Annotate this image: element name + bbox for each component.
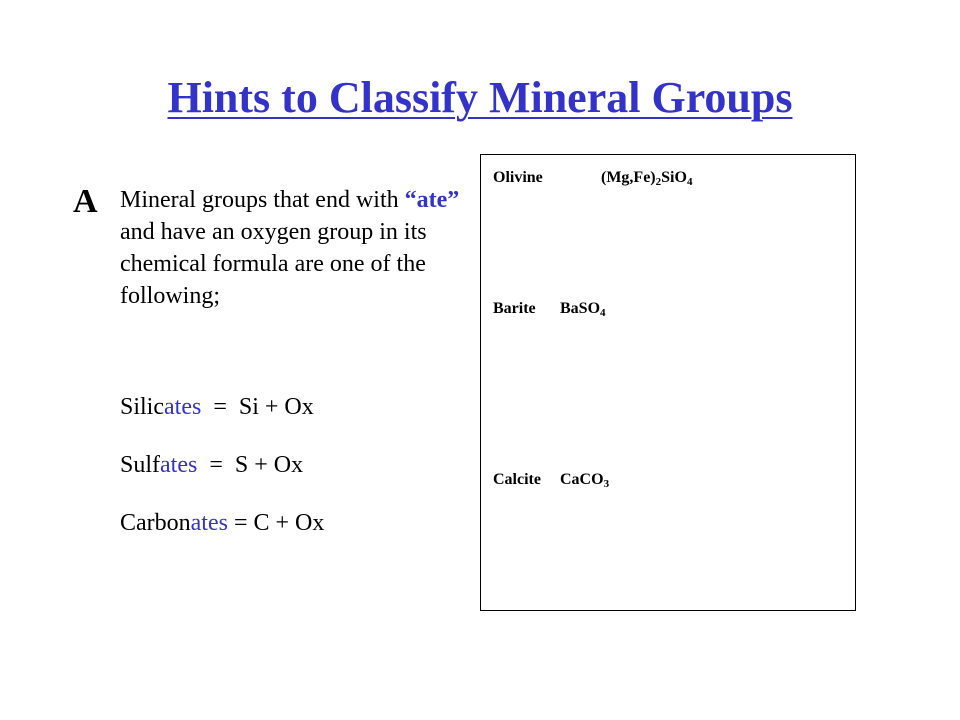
ate-highlight: “ate” bbox=[404, 187, 460, 213]
mineral-formula: CaCO$_3$ bbox=[560, 471, 610, 490]
intro-text-part1: Mineral groups that end with bbox=[120, 187, 405, 213]
carbonates-suffix: ates bbox=[190, 510, 228, 536]
mineral-examples-box bbox=[480, 154, 856, 611]
intro-paragraph bbox=[120, 184, 460, 312]
intro-text-part2: and have an oxygen group in its chemical formula are one of the following; bbox=[120, 219, 427, 309]
slide-title: Hints to Classify Mineral Groups bbox=[167, 73, 793, 122]
silicates-stem: Silic bbox=[120, 394, 165, 420]
silicates-suffix: ates bbox=[164, 394, 202, 420]
sulfates-rule bbox=[120, 449, 303, 481]
silicates-formula: = Si + Ox bbox=[201, 394, 314, 420]
silicates-rule bbox=[120, 391, 314, 423]
mineral-formula: $(Mg,Fe)_2SiO_4$ bbox=[601, 169, 693, 188]
carbonates-stem: Carbon bbox=[120, 510, 191, 536]
mineral-olivine bbox=[493, 169, 692, 188]
mineral-formula: BaSO$_4$ bbox=[560, 300, 606, 319]
mineral-name: Barite bbox=[493, 300, 536, 317]
mineral-name: Olivine bbox=[493, 169, 543, 186]
mineral-calcite bbox=[493, 471, 609, 490]
carbonates-rule bbox=[120, 507, 324, 539]
mineral-name: Calcite bbox=[493, 471, 541, 488]
sulfates-stem: Sulf bbox=[120, 452, 161, 478]
section-letter: A bbox=[73, 183, 98, 220]
sulfates-suffix: ates bbox=[160, 452, 198, 478]
sulfates-formula: = S + Ox bbox=[197, 452, 304, 478]
carbonates-formula: = C + Ox bbox=[227, 510, 325, 536]
mineral-barite bbox=[493, 300, 606, 319]
